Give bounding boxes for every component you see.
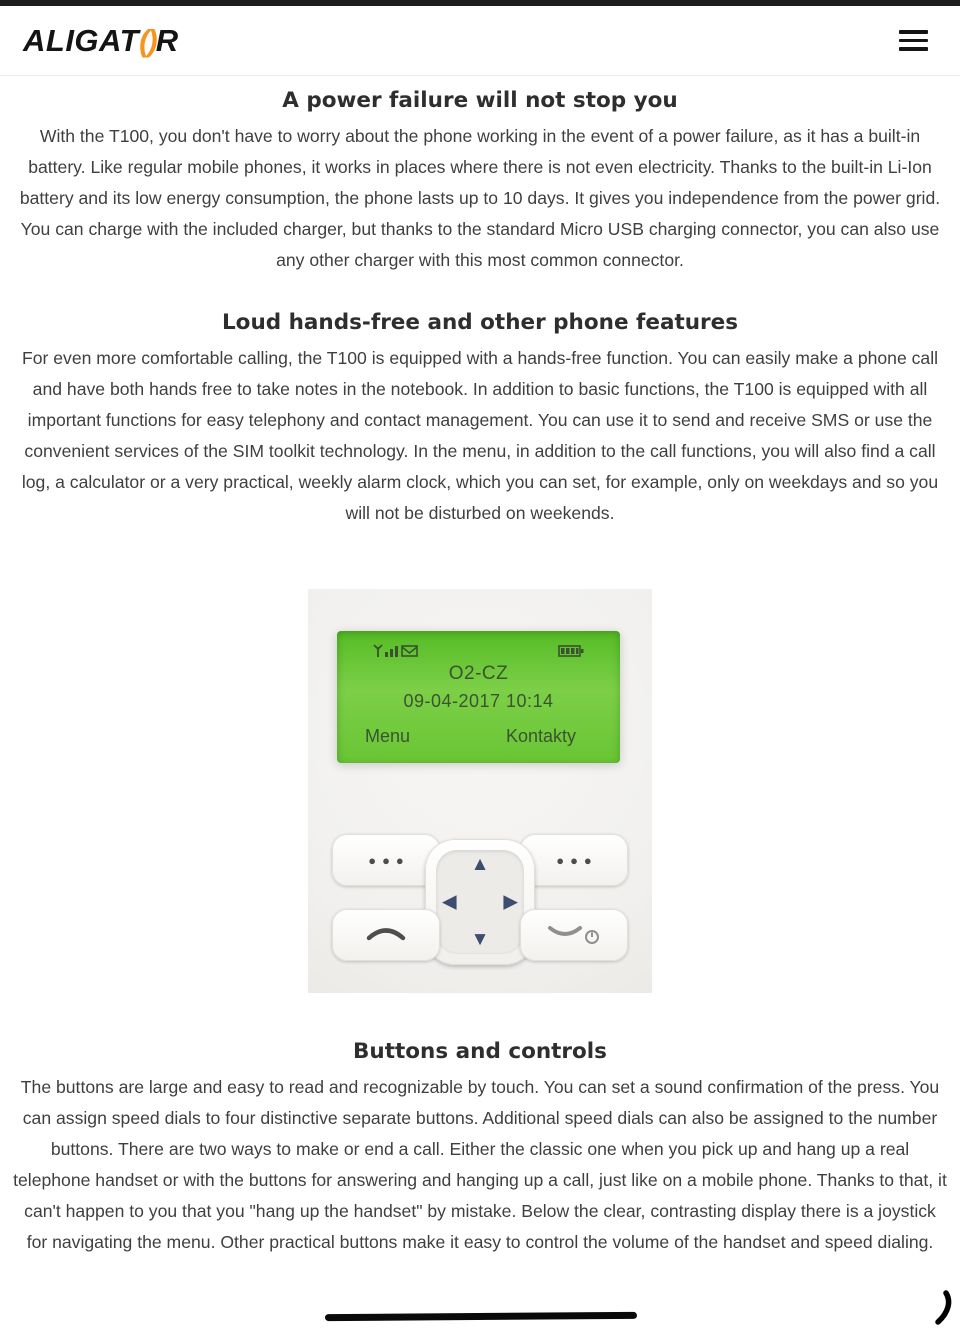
section-heading: Loud hands-free and other phone features (221, 310, 739, 335)
joystick-well (436, 850, 524, 954)
arrow-up-icon: ▲ (470, 854, 490, 875)
speed-dial-dots-icon: ●●● (556, 852, 598, 868)
hamburger-line (899, 39, 928, 43)
ink-comma-annotation (931, 1290, 953, 1331)
page-content (0, 76, 960, 1258)
phone-lcd-display (337, 631, 620, 763)
speed-dial-dots-icon: ●●● (368, 852, 410, 868)
arrow-right-icon: ▶ (503, 891, 518, 913)
lcd-operator-name: O2-CZ (448, 663, 509, 684)
ink-underline-annotation (325, 1312, 637, 1321)
message-icon (401, 644, 418, 662)
logo-o-accent: () (139, 22, 156, 58)
arrow-down-icon: ▼ (470, 929, 490, 950)
hangup-call-button (520, 909, 628, 961)
logo-text-end: R (155, 22, 179, 58)
answer-call-button (332, 909, 440, 961)
speed-dial-button-right (520, 834, 628, 886)
section-paragraph: With the T100, you don't have to worry about the phone working in the event of a power failure, as it has a built-in battery. Like regular mobile phones, it works in places where there is not even electricity. Thanks to the built-in Li-Ion battery and its low energy consumption, the phone lasts up to 10 days. It gives you independence from the power grid. You can charge with the included charger, but thanks to the standard Micro USB charging connector, you can also use any other charger with this most common connector. (19, 126, 941, 270)
handset-answer-icon (363, 922, 409, 949)
hamburger-line (899, 47, 928, 51)
speed-dial-button-left (332, 834, 440, 886)
battery-icon (558, 644, 584, 662)
site-header (0, 6, 960, 76)
lcd-softkey-kontakty: Kontakty (505, 726, 576, 746)
section-buttons-controls (0, 1039, 960, 1258)
handset-hangup-power-icon (545, 920, 603, 951)
section-heading: A power failure will not stop you (282, 88, 678, 113)
section-hands-free (0, 310, 960, 529)
joystick-navigation-pad (425, 839, 535, 965)
section-paragraph: The buttons are large and easy to read and recognizable by touch. You can set a sound confirmation of the press. You can assign speed dials to four distinctive separate buttons. Additional speed dials can also be assigned to the number buttons. There are two ways to make or end a call. Either the classic one when you pick up and hang up a real telephone handset or with the buttons for answering and hanging up a call, just like on a mobile phone. Thanks to that, it can't happen to you that you "hang up the handset" by mistake. Below the clear, contrasting display there is a joystick for navigating the menu. Other practical buttons make it easy to control the volume of the handset and speed dialing. (13, 1077, 947, 1252)
lcd-softkey-menu: Menu (365, 726, 411, 746)
aligator-logo[interactable] (23, 23, 179, 59)
logo-text-start: ALIGAT (23, 22, 140, 58)
hamburger-menu-icon[interactable] (895, 26, 932, 55)
phone-product-image (308, 589, 652, 993)
hamburger-line (899, 30, 928, 34)
lcd-date-time: 09-04-2017 10:14 (403, 691, 554, 711)
arrow-left-icon: ◀ (442, 891, 457, 913)
section-heading: Buttons and controls (353, 1039, 607, 1064)
section-paragraph: For even more comfortable calling, the T100 is equipped with a hands-free function. You can easily make a phone call and have both hands free to take notes in the notebook. In addition to basic functions, the T100 is equipped with all important functions for easy telephony and contact management. You can use it to send and receive SMS or use the convenient services of the SIM toolkit technology. In the menu, in addition to the call functions, you will also find a call log, a calculator or a very practical, weekly alarm clock, which you can set, for example, only on weekdays and so you will not be disturbed on weekends. (21, 348, 939, 523)
signal-icon (371, 643, 398, 663)
section-power-failure (0, 88, 960, 276)
